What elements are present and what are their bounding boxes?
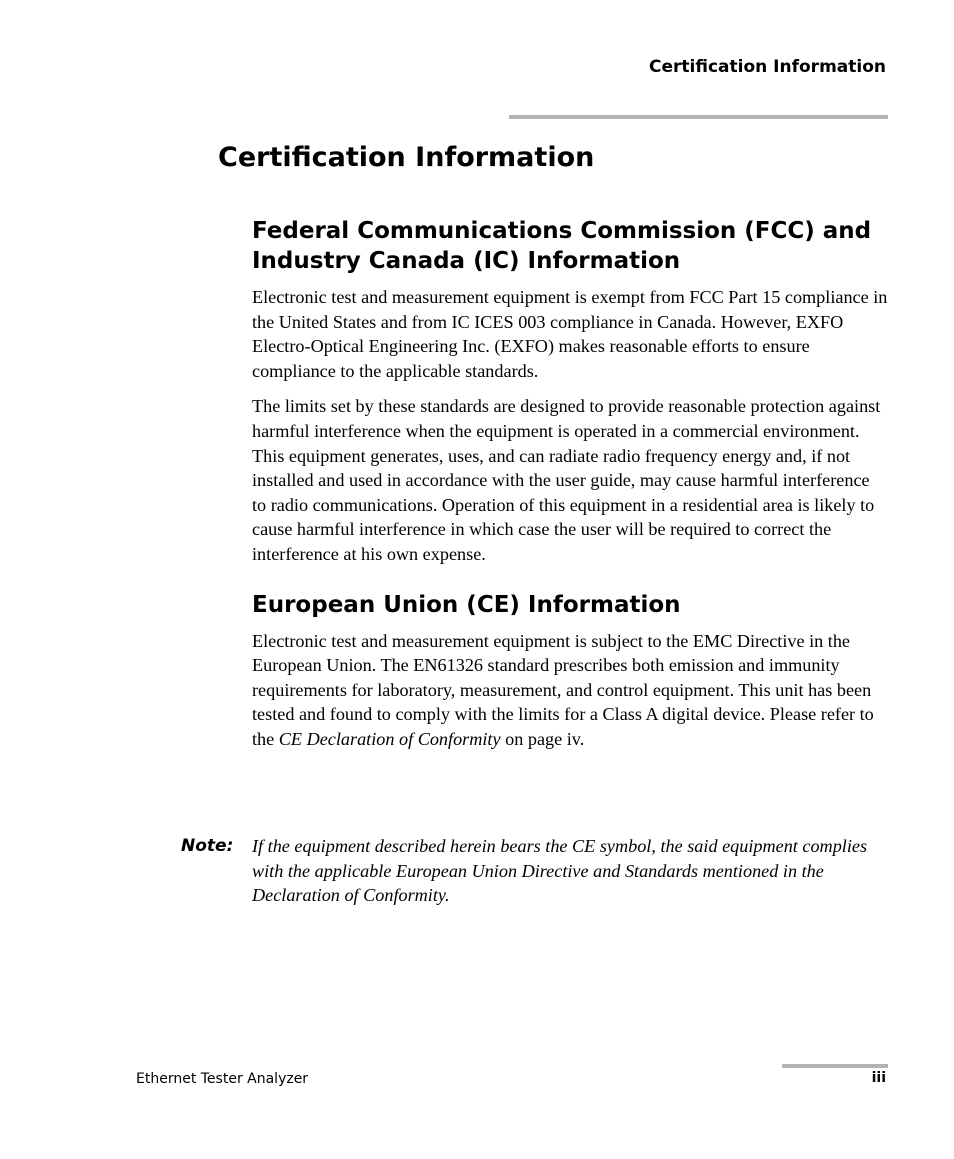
- note-block: [181, 834, 888, 908]
- fcc-paragraph-2: The limits set by these standards are designed to provide reasonable protection against harmful interference when the equipment is operated in a commercial environment. This equipment generates, uses, and can radiate radio frequency energy and, if not installed and used in accordance with the user guide, may cause harmful interference to radio communications. Operation of this equipment in a residential area is likely to cause harmful interference in which case the user will be required to correct the interference at his own expense.: [252, 396, 881, 564]
- ce-paragraph: [252, 629, 888, 752]
- fcc-paragraph-1: Electronic test and measurement equipment is exempt from FCC Part 15 compliance in the United States and from IC ICES 003 compliance in Canada. However, EXFO Electro-Optical Engineering Inc. (EXFO) makes reasonable efforts to ensure compliance to the applicable standards.: [252, 287, 888, 381]
- content-body: [252, 216, 888, 763]
- page-number: iii: [871, 1070, 886, 1086]
- header-rule: [509, 115, 888, 119]
- ce-paragraph-end: on page iv.: [500, 728, 585, 749]
- footer-rule: [782, 1064, 888, 1068]
- fcc-heading: [252, 216, 888, 276]
- note-text: If the equipment described herein bears the CE symbol, the said equipment complies with the applicable European Union Directive and Standards mentioned in the Declaration of Conformity.: [252, 836, 868, 906]
- page-title: Certification Information: [218, 142, 595, 173]
- fcc-heading-line2: Industry Canada (IC) Information: [252, 248, 681, 274]
- fcc-heading-line1: Federal Communications Commission (FCC) and: [252, 218, 872, 244]
- footer-product-name: Ethernet Tester Analyzer: [136, 1071, 309, 1087]
- ce-heading: European Union (CE) Information: [252, 591, 681, 618]
- ce-declaration-reference[interactable]: CE Declaration of Conformity: [278, 728, 501, 749]
- ce-paragraph-text: Electronic test and measurement equipment is subject to the EMC Directive in the European Union. The EN61326 standard prescribes both emission and immunity requirements for laboratory, measurement, and control equipment. This unit has been tested and found to comply with the limits for a Class A digital device. Please refer to the: [252, 630, 874, 749]
- note-label: Note:: [181, 836, 234, 856]
- running-header: Certification Information: [649, 57, 886, 77]
